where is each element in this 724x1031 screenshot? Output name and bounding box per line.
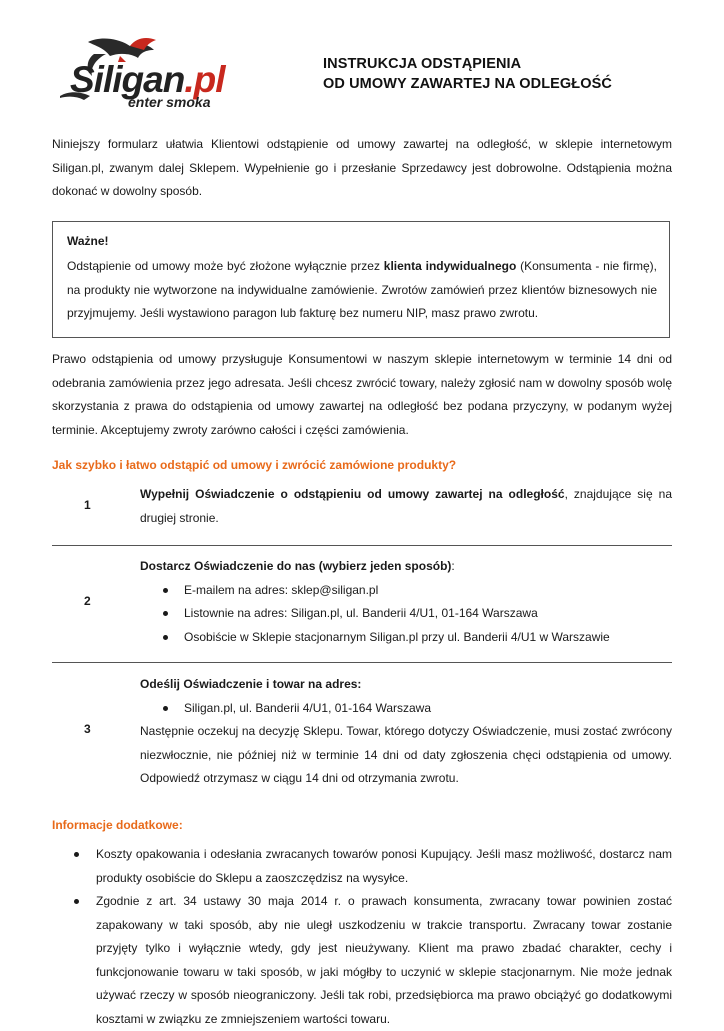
steps-heading: Jak szybko i łatwo odstąpić od umowy i zwrócić zamówione produkty? xyxy=(52,458,457,472)
list-item: Listownie na adres: Siligan.pl, ul. Banderii 4/U1, 01-164 Warszawa xyxy=(140,602,672,626)
step-number-3: 3 xyxy=(84,722,91,736)
note-title: Ważne! xyxy=(67,234,109,248)
list-item: Zgodnie z art. 34 ustawy 30 maja 2014 r. o prawach konsumenta, zwracany towar powinien zostać zapakowany w taki sposób, aby nie uległ uszkodzeniu w trakcie transportu. Zwracany towar zostanie przyjęty tylko i wyłącznie wtedy, gdy jest nieużywany. Klient ma prawo zbadać charakter, cechy i funkcjonowanie towaru w taki sposób, w jaki mógłby to uczynić w sklepie stacjonarnym. Nie może jednak używać rzeczy w sposób nieograniczony. Jeśli tak robi, przedsiębiorca ma prawo obciążyć go dodatkowymi kosztami w związku ze zmniejszeniem wartości towaru. xyxy=(52,890,672,1031)
list-item: Siligan.pl, ul. Banderii 4/U1, 01-164 Warszawa xyxy=(140,697,672,721)
note-bold: klienta indywidualnego xyxy=(383,259,517,273)
logo-wordmark: Siligan.pl xyxy=(70,59,225,100)
step-divider-2 xyxy=(52,662,672,663)
note-text: Odstąpienie od umowy może być złożone wyłącznie przez klienta indywidualnego (Konsumenta - nie firmę), na produkty nie wytworzone na indywidualne zamówienie. Zwrotów zamówień przez klientów biznesowych nie przyjmujemy. Jeśli wystawiono paragon lub fakturę bez numeru NIP, masz prawo zwrotu. xyxy=(67,259,657,320)
step-number-1: 1 xyxy=(84,498,91,512)
logo-tagline: enter smoka xyxy=(128,94,211,110)
step-number-2: 2 xyxy=(84,594,91,608)
rights-paragraph: Prawo odstąpienia od umowy przysługuje Konsumentowi w naszym sklepie internetowym w terminie 14 dni od odebrania zamówienia przez jego adresata. Jeśli chcesz zwrócić towary, należy zgłosić nam w dowolny sposób wolę skorzystania z prawa do odstąpienia od umowy zawartej na odległość bez podana przyczyny, w podanym wyżej terminie. Akceptujemy zwroty zarówno całości i części zamówienia. xyxy=(52,352,672,437)
delivery-methods-list xyxy=(140,579,672,650)
important-note-box xyxy=(52,221,670,338)
additional-info-heading: Informacje dodatkowe: xyxy=(52,818,183,832)
siligan-logo xyxy=(60,36,260,114)
additional-info-list xyxy=(52,843,672,1031)
intro-paragraph: Niniejszy formularz ułatwia Klientowi odstąpienie od umowy zawartej na odległość, w sklepie internetowym Siligan.pl, zwanym dalej Sklepem. Wypełnienie go i przesłanie Sprzedawcy jest dobrowolne. Odstąpienia można dokonać w dowolny sposób. xyxy=(52,137,672,198)
step-divider-1 xyxy=(52,545,672,546)
title-line-1: INSTRUKCJA ODSTĄPIENIA xyxy=(323,56,522,72)
return-address-list xyxy=(140,697,672,721)
document-title xyxy=(323,54,612,94)
list-item: Osobiście w Sklepie stacjonarnym Siligan.pl przy ul. Banderii 4/U1 w Warszawie xyxy=(140,626,672,650)
step-2-body: Dostarcz Oświadczenie do nas (wybierz jeden sposób): E-mailem na adres: sklep@siligan.pl Listownie na adres: Siligan.pl, ul. Banderii 4/U1, 01-164 Warszawa Osobiście w Sklepie stacjonarnym Siligan.pl przy ul. Banderii 4/U1 w Warszawie xyxy=(140,555,672,649)
title-line-2: OD UMOWY ZAWARTEJ NA ODLEGŁOŚĆ xyxy=(323,76,612,92)
step-3-body: Odeślij Oświadczenie i towar na adres: Siligan.pl, ul. Banderii 4/U1, 01-164 Warszawa Następnie oczekuj na decyzję Sklepu. Towar, którego dotyczy Oświadczenie, musi zostać zwrócony niezwłocznie, nie później niż w terminie 14 dni od daty zgłoszenia chęci odstąpienia od umowy. Odpowiedź otrzymasz w ciągu 14 dni od otrzymania zwrotu. xyxy=(140,673,672,791)
list-item: Koszty opakowania i odesłania zwracanych towarów ponosi Kupujący. Jeśli masz możliwość, dostarcz nam produkty osobiście do Sklepu a zaoszczędzisz na wysyłce. xyxy=(52,843,672,890)
step-1-body: Wypełnij Oświadczenie o odstąpieniu od umowy zawartej na odległość, znajdujące się na drugiej stronie. xyxy=(140,487,672,525)
step-3-extra: Następnie oczekuj na decyzję Sklepu. Towar, którego dotyczy Oświadczenie, musi zostać zwrócony niezwłocznie, nie później niż w terminie 14 dni od daty zgłoszenia chęci odstąpienia od umowy. Odpowiedź otrzymasz w ciągu 14 dni od otrzymania zwrotu. xyxy=(140,724,672,785)
list-item: E-mailem na adres: sklep@siligan.pl xyxy=(140,579,672,603)
